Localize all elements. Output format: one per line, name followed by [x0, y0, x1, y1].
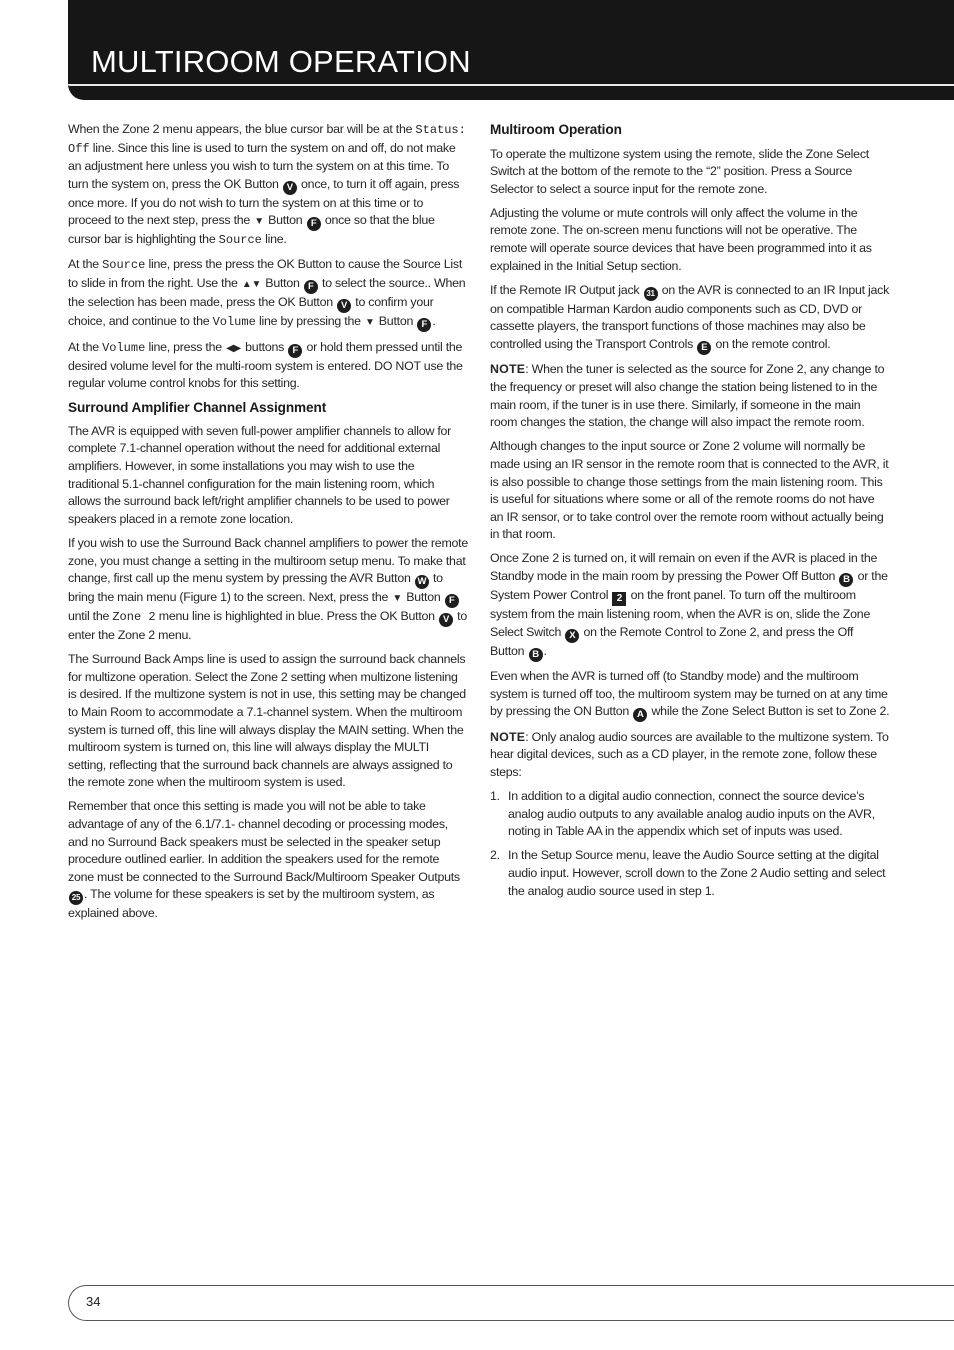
- speaker-outputs-ref-icon: 25: [69, 891, 83, 905]
- analog-note-paragraph: NOTE: Only analog audio sources are available to the multizone system. To hear digital devices, such as a CD player, in the remote zone, follow these steps:: [490, 729, 889, 779]
- list-item: 2. In the Setup Source menu, leave the Audio Source setting at the digital audio input. However, scroll down to the Zone 2 Audio setting and select the analog audio source used in step 1.: [490, 848, 886, 898]
- off-button-ref-icon: B: [529, 648, 543, 662]
- page-number: 34: [86, 1294, 101, 1309]
- zone-select-ref-icon: X: [565, 629, 579, 643]
- ir-sensor-paragraph: Although changes to the input source or Zone 2 volume will normally be made using an IR sensor in the remote room that is connected to the AVR, it is also possible to change those settings from the main listening room. This is useful for situations where some or all of the remote rooms do not have an IR sensor, or to take control over the remote room without actually being in that room.: [490, 439, 889, 542]
- nav-button-ref-icon: F: [288, 344, 302, 358]
- operate-multizone-paragraph: To operate the multizone system using the remote, slide the Zone Select Switch at the bottom of the remote to the “2” position. Press a Source Selector to select a source input for the remote zone.: [490, 146, 869, 196]
- seven-channel-paragraph: The AVR is equipped with seven full-power amplifier channels to allow for complete 7.1-channel operation without the need for additional external amplifiers. However, in some installations you may wish to use the traditional 5.1-channel configuration for the main listening room, which allows the surround back left/right amplifier channels to be used to power speakers placed in a remote zone location.: [68, 423, 452, 526]
- power-off-button-ref-icon: B: [839, 573, 853, 587]
- adjust-volume-paragraph: Adjusting the volume or mute controls will only affect the volume in the remote zone. The on-screen menu functions will not be operative. The remote will operate source devices that have been programmed into it as explained in the Initial Setup section.: [490, 205, 872, 273]
- zone2-standby-paragraph: Once Zone 2 is turned on, it will remain on even if the AVR is placed in the Standby mode in the main room by pressing the Power Off Button B or the System Power Control 2 on the front panel. To turn off the multiroom system from the main listening room, when the AVR is on, slide the Zone Select Switch X on the Remote Control to Zone 2, and press the Off Button B .: [490, 551, 888, 660]
- header-divider: [68, 84, 954, 86]
- nav-button-ref-icon: F: [304, 280, 318, 294]
- nav-button-ref-icon: F: [445, 594, 459, 608]
- nav-button-ref-icon: F: [307, 217, 321, 231]
- up-down-arrows-icon: ▲▼: [241, 279, 262, 291]
- standby-on-paragraph: Even when the AVR is turned off (to Standby mode) and the multiroom system is turned off too, the multiroom system may be turned on at any time by pressing the ON Button A while the Zone Select Button is set to Zone 2.: [490, 669, 890, 721]
- avr-button-ref-icon: W: [415, 575, 429, 589]
- tuner-note-paragraph: NOTE: When the tuner is selected as the source for Zone 2, any change to the frequency or preset will also change the station being listened to in the main room, if the tuner is in use there. Similarly, if someone in the main room changes the station, the change will also impact the remote room.: [490, 362, 885, 430]
- multiroom-operation-heading: Multiroom Operation: [490, 122, 622, 137]
- surround-amp-heading: Surround Amplifier Channel Assignment: [68, 400, 327, 416]
- ir-output-paragraph: If the Remote IR Output jack 31 on the AVR is connected to an IR Input jack on compatible Harman Kardon audio components such as CD, DVD or cassette players, the transport functions of those machines may also be controlled using the Transport Controls E on the remote control.: [490, 282, 890, 353]
- down-arrow-icon: ▼: [364, 317, 375, 329]
- on-button-ref-icon: A: [633, 708, 647, 722]
- page-footer-bar: [68, 1285, 954, 1321]
- surround-back-setting-paragraph: If you wish to use the Surround Back channel amplifiers to power the remote zone, you must change a setting in the multiroom setup menu. To make that change, first call up the menu system by pressing the AVR Button W to bring the main menu (Figure 1) to the screen. Next, press the ▼ Button F until the Zone 2 menu line is highlighted in blue. Press the OK Button V to enter the Zone 2 menu.: [68, 535, 468, 643]
- surround-back-amps-paragraph: The Surround Back Amps line is used to assign the surround back channels for multizone operation. Select the Zone 2 setting when multizone listening is desired. If the multizone system is not in use, this setting may be changed to Main Room to accommodate a 7.1-channel system. When the multiroom system is turned off, this line will always display the MAIN setting. When the multiroom system is turned on, this line will always display the MULTI setting, reflecting that the surround back channels are always assigned to the remote zone when the multiroom system is used.: [68, 652, 466, 790]
- down-arrow-icon: ▼: [392, 593, 402, 605]
- volume-line-paragraph: At the Volume line, press the ◀▶ buttons F or hold them pressed until the desired volume level for the multi-room system is entered. DO NOT use the regular volume control knobs for this setting.: [68, 339, 463, 391]
- ok-button-ref-icon: V: [283, 181, 297, 195]
- right-column: [490, 121, 890, 907]
- left-column: [68, 121, 468, 930]
- ok-button-ref-icon: V: [337, 299, 351, 313]
- left-right-arrows-icon: ◀▶: [226, 342, 241, 354]
- down-arrow-icon: ▼: [254, 216, 264, 228]
- remember-setting-paragraph: Remember that once this setting is made you will not be able to take advantage of any of the 6.1/7.1- channel decoding or processing modes, and no Surround Back speakers must be selected in the speaker setup procedure outlined earlier. In addition the speakers used for the remote zone must be connected to the Surround Back/Multiroom Speaker Outputs 25 . The volume for these speakers is set by the multiroom system, as explained above.: [68, 799, 460, 921]
- zone2-status-paragraph: When the Zone 2 menu appears, the blue cursor bar will be at the Status: Off line. Since this line is used to turn the system on and off, do not make an adjustment here unless you wish to turn the system on at this time. To turn the system on, press the OK Button V once, to turn it off again, press once more. If you do not wish to turn the system on at this time or to proceed to the next step, press the ▼ Button F once so that the blue cursor bar is highlighting the Source line.: [68, 122, 466, 248]
- list-item: 1. In addition to a digital audio connection, connect the source device’s analog audio outputs to any available analog audio inputs on the AVR, noting in Table AA in the appendix which set of inputs was used.: [490, 789, 875, 839]
- ir-output-ref-icon: 31: [644, 287, 658, 301]
- source-line-paragraph: At the Source line, press the press the OK Button to cause the Source List to slide in from the right. Use the ▲▼ Button F to select the source.. When the selection has been made, press the OK Button V to confirm your choice, and continue to the Volume line by pressing the ▼ Button F .: [68, 257, 466, 331]
- page-title: MULTIROOM OPERATION: [91, 44, 471, 79]
- digital-steps-list: [490, 788, 890, 900]
- ok-button-ref-icon: V: [439, 613, 453, 627]
- nav-button-ref-icon: F: [417, 318, 431, 332]
- system-power-ref-icon: 2: [612, 592, 626, 606]
- transport-controls-ref-icon: E: [697, 341, 711, 355]
